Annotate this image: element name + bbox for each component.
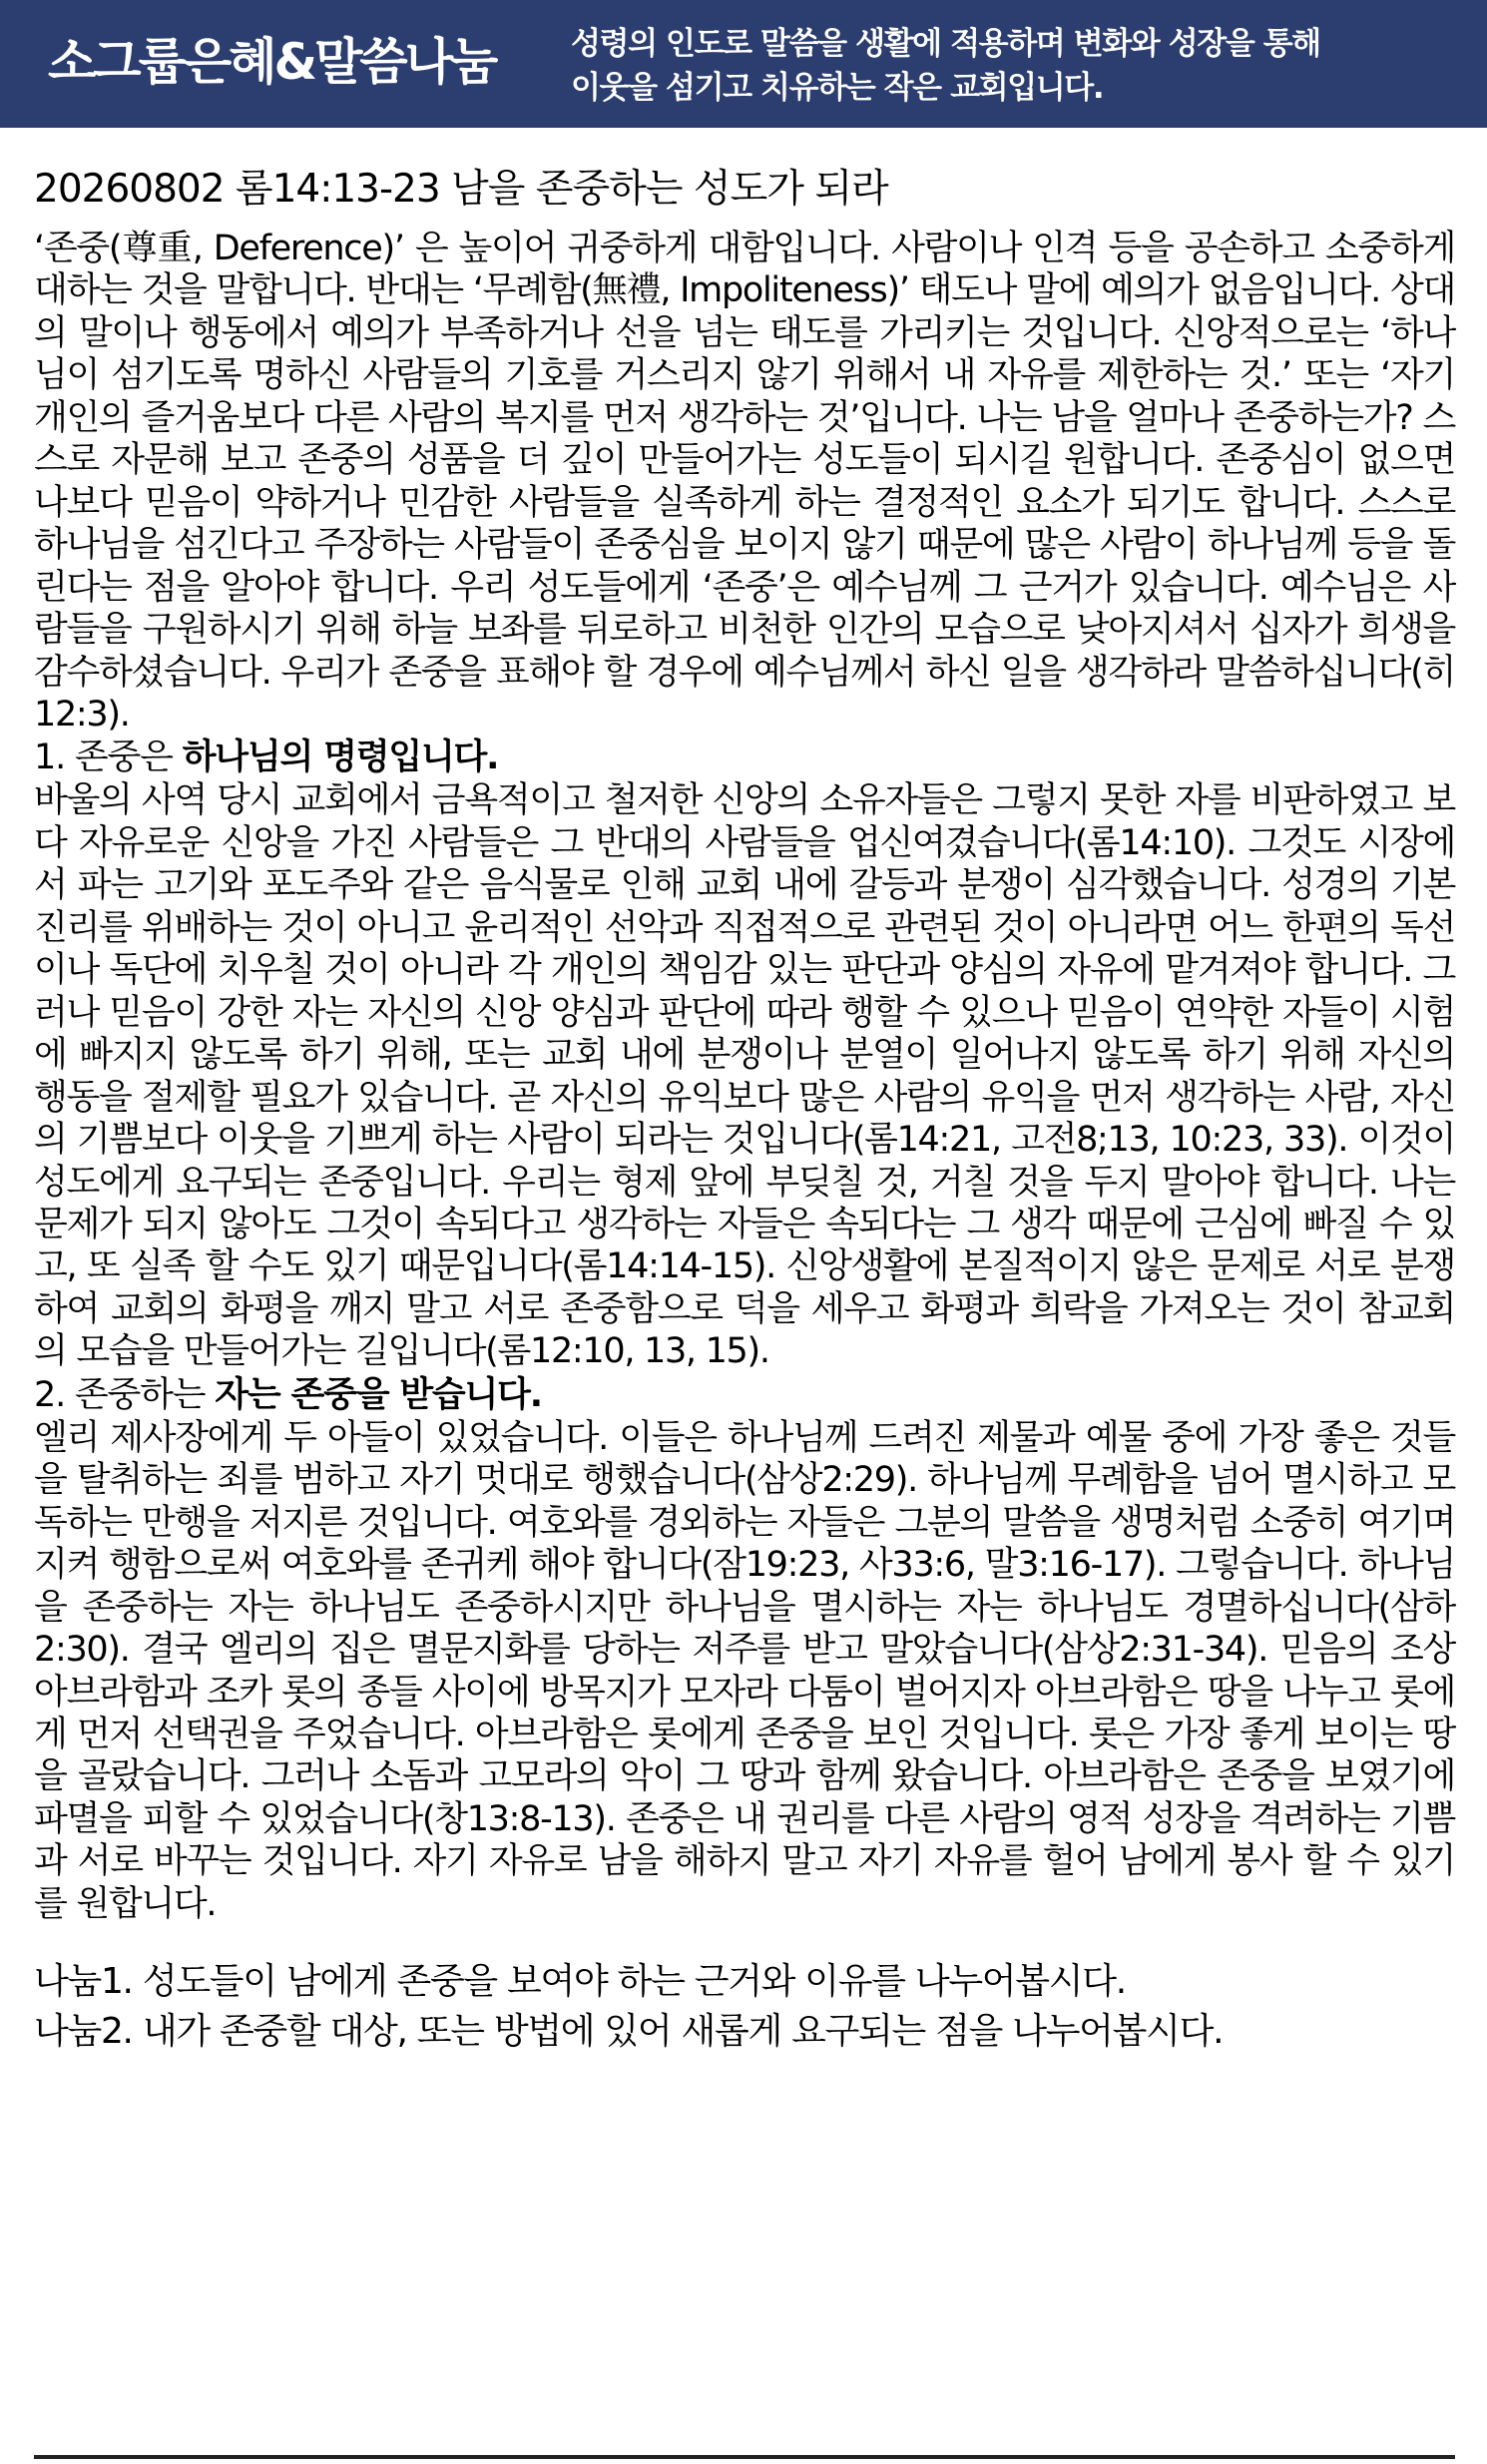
section-1-body: 바울의 사역 당시 교회에서 금욕적이고 철저한 신앙의 소유자들은 그렇지 못한 자를 비판하였고 보다 자유로운 신앙을 가진 사람들은 그 반대의 사람들을 업신여겼습니다(롬14:10). 그것도 시장에서 파는 고기와 포도주와 같은 음식물로 인해 교회 내에 갈등과 분쟁이 심각했습니다. 성경의 기본 진리를 위배하는 것이 아니고 윤리적인 선악과 직접적으로 관련된 것이 아니라면 어느 한편의 독선이나 독단에 치우칠 것이 아니라 각 개인의 책임감 있는 판단과 양심의 자유에 맡겨져야 합니다. 그러나 믿음이 강한 자는 자신의 신앙 양심과 판단에 따라 행할 수 있으나 믿음이 연약한 자들이 시험에 빠지지 않도록 하기 위해, 또는 교회 내에 분쟁이나 분열이 일어나지 않도록 하기 위해 자신의 행동을 절제할 필요가 있습니다. 곧 자신의 유익보다 많은 사람의 유익을 먼저 생각하는 사람, 자신의 기쁨보다 이웃을 기쁘게 하는 사람이 되라는 것입니다(롬14:21, 고전8;13, 10:23, 33). 이것이 성도에게 요구되는 존중입니다. 우리는 형제 앞에 부딪칠 것, 거칠 것을 두지 말아야 합니다. 나는 문제가 되지 않아도 그것이 속되다고 생각하는 자들은 속되다는 그 생각 때문에 근심에 빠질 수 있고, 또 실족 할 수도 있기 때문입니다(롬14:14-15). 신앙생활에 본질적이지 않은 문제로 서로 분쟁하여 교회의 화평을 깨지 말고 서로 존중함으로 덕을 세우고 화평과 희락을 가져오는 것이 참교회의 모습을 만들어가는 길입니다(롬12:10, 13, 15). — [34, 780, 1455, 1372]
section-2-emphasis: 자는 존중을 받습니다. — [215, 1374, 542, 1415]
sharing-question-1: 나눔1. 성도들이 남에게 존중을 보여야 하는 근거와 이유를 나누어봅시다. — [34, 1961, 1126, 2003]
bottom-divider — [34, 2455, 1455, 2459]
sharing-question-2: 나눔2. 내가 존중할 대상, 또는 방법에 있어 새롭게 요구되는 점을 나누어봅시다. — [34, 2011, 1224, 2053]
header-banner — [0, 0, 1487, 128]
tagline-line-1: 성령의 인도로 말씀을 생활에 적용하며 변화와 성장을 통해 — [571, 26, 1320, 62]
section-2-prefix: 2. 존중하는 — [34, 1374, 216, 1415]
section-1-prefix: 1. 존중은 — [34, 738, 183, 778]
sermon-document — [34, 158, 1455, 2057]
sermon-title: 20260802 롬14:13-23 남을 존중하는 성도가 되라 — [34, 167, 888, 212]
church-tagline — [571, 22, 1469, 110]
section-2-heading — [34, 1373, 1455, 1417]
section-1-heading — [34, 736, 1455, 779]
section-2-body: 엘리 제사장에게 두 아들이 있었습니다. 이들은 하나님께 드려진 제물과 예물 중에 가장 좋은 것들을 탈취하는 죄를 범하고 자기 멋대로 행했습니다(삼상2:29). 하나님께 무례함을 넘어 멸시하고 모독하는 만행을 저지른 것입니다. 여호와를 경외하는 자들은 그분의 말씀을 생명처럼 소중히 여기며 지켜 행함으로써 여호와를 존귀케 해야 합니다(잠19:23, 사33:6, 말3:16-17). 그렇습니다. 하나님을 존중하는 자는 하나님도 존중하시지만 하나님을 멸시하는 자는 하나님도 경멸하십니다(삼하2:30). 결국 엘리의 집은 멸문지화를 당하는 저주를 받고 말았습니다(삼상2:31-34). 믿음의 조상 아브라함과 조카 롯의 종들 사이에 방목지가 모자라 다툼이 벌어지자 아브라함은 땅을 나누고 롯에게 먼저 선택권을 주었습니다. 아브라함은 롯에게 존중을 보인 것입니다. 롯은 가장 좋게 보이는 땅을 골랐습니다. 그러나 소돔과 고모라의 악이 그 땅과 함께 왔습니다. 아브라함은 존중을 보였기에 파멸을 피할 수 있었습니다(창13:8-13). 존중은 내 권리를 다른 사람의 영적 성장을 격려하는 기쁨과 서로 바꾸는 것입니다. 자기 자유로 남을 해하지 말고 자기 자유를 헐어 남에게 봉사 할 수 있기를 원합니다. — [34, 1417, 1455, 1924]
section-1-emphasis: 하나님의 명령입니다. — [182, 738, 499, 778]
intro-paragraph: ‘존중(尊重, Deference)’ 은 높이어 귀중하게 대함입니다. 사람이나 인격 등을 공손하고 소중하게 대하는 것을 말합니다. 반대는 ‘무례함(無禮, Impoliteness)’ 태도나 말에 예의가 없음입니다. 상대의 말이나 행동에서 예의가 부족하거나 선을 넘는 태도를 가리키는 것입니다. 신앙적으로는 ‘하나님이 섬기도록 명하신 사람들의 기호를 거스리지 않기 위해서 내 자유를 제한하는 것.’ 또는 ‘자기 개인의 즐거움보다 다른 사람의 복지를 먼저 생각하는 것’입니다. 나는 남을 얼마나 존중하는가? 스스로 자문해 보고 존중의 성품을 더 깊이 만들어가는 성도들이 되시길 원합니다. 존중심이 없으면 나보다 믿음이 약하거나 민감한 사람들을 실족하게 하는 결정적인 요소가 되기도 합니다. 스스로 하나님을 섬긴다고 주장하는 사람들이 존중심을 보이지 않기 때문에 많은 사람이 하나님께 등을 돌린다는 점을 알아야 합니다. 우리 성도들에게 ‘존중’은 예수님께 그 근거가 있습니다. 예수님은 사람들을 구원하시기 위해 하늘 보좌를 뒤로하고 비천한 인간의 모습으로 낮아지셔서 십자가 희생을 감수하셨습니다. 우리가 존중을 표해야 할 경우에 예수님께서 하신 일을 생각하라 말씀하십니다(히12:3). — [34, 229, 1456, 735]
tagline-line-2: 이웃을 섬기고 치유하는 작은 교회입니다. — [571, 70, 1104, 106]
sharing-questions — [34, 1957, 1455, 2057]
church-brand-title: 소그룹은혜&말씀나눔 — [48, 33, 496, 91]
